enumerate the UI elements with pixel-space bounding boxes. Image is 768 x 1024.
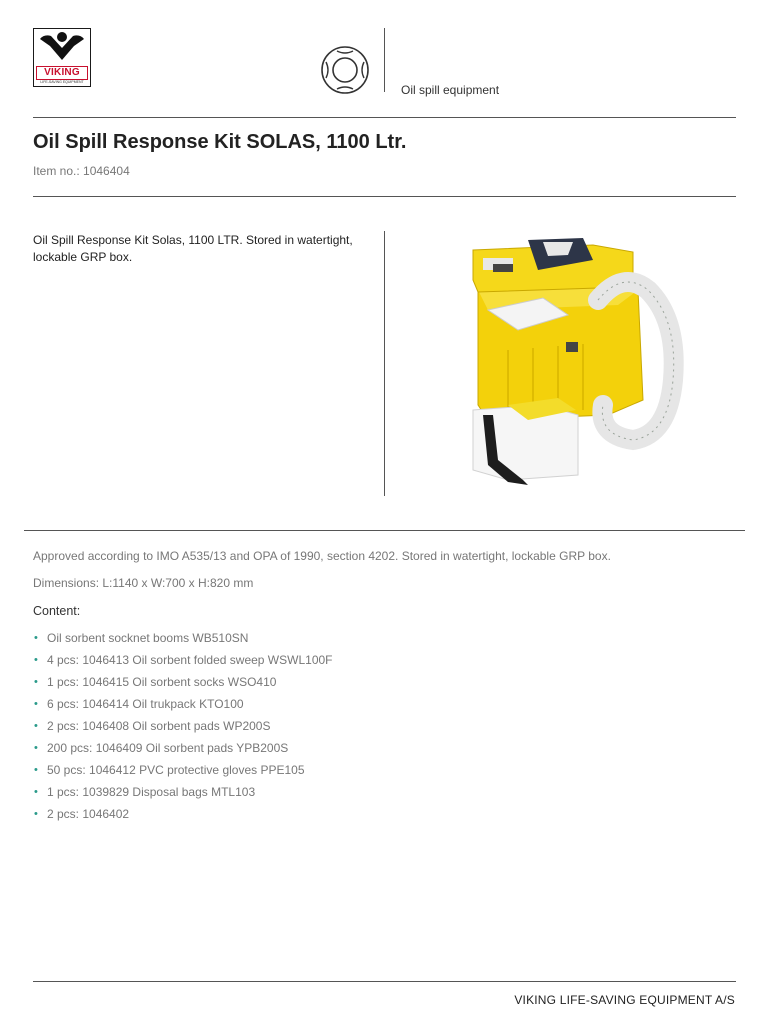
logo-tagline: LIFE-SAVING EQUIPMENT bbox=[40, 80, 84, 84]
list-item-text: 1 pcs: 1039829 Disposal bags MTL103 bbox=[47, 785, 256, 799]
content-list bbox=[33, 630, 333, 828]
bullet-icon: • bbox=[34, 742, 38, 754]
bullet-icon: • bbox=[34, 764, 38, 776]
list-item bbox=[33, 784, 333, 806]
approval-text: Approved according to IMO A535/13 and OPA of 1990, section 4202. Stored in watertight, lockable GRP box. bbox=[33, 549, 611, 563]
bullet-icon: • bbox=[34, 676, 38, 688]
list-item-text: 200 pcs: 1046409 Oil sorbent pads YPB200S bbox=[47, 741, 289, 755]
list-item bbox=[33, 696, 333, 718]
list-item-text: 4 pcs: 1046413 Oil sorbent folded sweep WSWL100F bbox=[47, 653, 333, 667]
list-item-text: 2 pcs: 1046408 Oil sorbent pads WP200S bbox=[47, 719, 271, 733]
short-description: Oil Spill Response Kit Solas, 1100 LTR. Stored in watertight, lockable GRP box. bbox=[33, 233, 353, 264]
list-item bbox=[33, 674, 333, 696]
dimensions-text: Dimensions: L:1140 x W:700 x H:820 mm bbox=[33, 576, 254, 590]
bullet-icon: • bbox=[34, 654, 38, 666]
list-item bbox=[33, 630, 333, 652]
body-divider bbox=[384, 231, 385, 496]
list-item-text: Oil sorbent socknet booms WB510SN bbox=[47, 631, 249, 645]
section-rule bbox=[24, 530, 745, 531]
bullet-icon: • bbox=[34, 720, 38, 732]
header-rule bbox=[33, 117, 736, 118]
bullet-icon: • bbox=[34, 698, 38, 710]
viking-emblem-icon bbox=[34, 30, 90, 66]
logo-wordmark: VIKING bbox=[36, 66, 88, 80]
list-item bbox=[33, 762, 333, 784]
list-item-text: 2 pcs: 1046402 bbox=[47, 807, 130, 821]
list-item bbox=[33, 740, 333, 762]
bullet-icon: • bbox=[34, 808, 38, 820]
footer-company: VIKING LIFE-SAVING EQUIPMENT A/S bbox=[514, 993, 735, 1007]
product-title: Oil Spill Response Kit SOLAS, 1100 Ltr. bbox=[33, 131, 407, 153]
item-number: Item no.: 1046404 bbox=[33, 164, 130, 178]
footer-rule bbox=[33, 981, 736, 982]
list-item-text: 1 pcs: 1046415 Oil sorbent socks WSO410 bbox=[47, 675, 277, 689]
list-item bbox=[33, 806, 333, 828]
header-divider bbox=[384, 28, 385, 92]
product-image bbox=[448, 230, 698, 498]
title-rule bbox=[33, 196, 736, 197]
bullet-icon: • bbox=[34, 786, 38, 798]
list-item bbox=[33, 652, 333, 674]
list-item-text: 50 pcs: 1046412 PVC protective gloves PPE105 bbox=[47, 763, 305, 777]
list-item bbox=[33, 718, 333, 740]
content-heading: Content: bbox=[33, 604, 81, 618]
product-category: Oil spill equipment bbox=[401, 83, 500, 97]
bullet-icon: • bbox=[34, 632, 38, 644]
list-item-text: 6 pcs: 1046414 Oil trukpack KTO100 bbox=[47, 697, 244, 711]
lifebuoy-icon bbox=[319, 44, 371, 96]
viking-logo bbox=[33, 28, 91, 87]
